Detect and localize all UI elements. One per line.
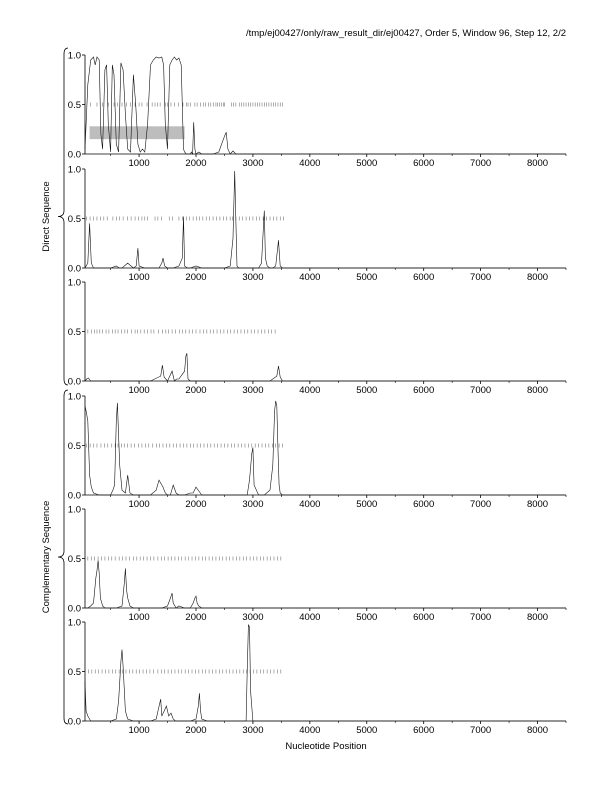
x-tick-label: 6000 bbox=[413, 385, 435, 396]
x-tick-label: 7000 bbox=[470, 158, 492, 169]
x-tick-label: 8000 bbox=[526, 612, 549, 623]
x-tick-label: 6000 bbox=[413, 612, 435, 623]
x-tick-label: 4000 bbox=[299, 612, 321, 623]
x-tick-label: 8000 bbox=[526, 499, 549, 510]
panel-4 bbox=[68, 392, 566, 511]
x-tick-label: 3000 bbox=[242, 499, 264, 510]
x-tick-label: 2000 bbox=[185, 725, 207, 736]
series-line bbox=[85, 171, 566, 268]
x-tick-label: 3000 bbox=[242, 612, 264, 623]
y-tick-label: 0.5 bbox=[67, 554, 81, 565]
y-tick-label: 1.0 bbox=[67, 277, 81, 289]
y-tick-label: 0.5 bbox=[67, 667, 81, 678]
x-tick-label: 2000 bbox=[185, 499, 207, 510]
x-tick-label: 5000 bbox=[356, 499, 378, 510]
group-bracket bbox=[58, 390, 68, 724]
x-tick-label: 1000 bbox=[128, 385, 150, 396]
y-tick-label: 0.0 bbox=[67, 603, 81, 615]
y-tick-label: 0.0 bbox=[67, 716, 81, 728]
x-tick-label: 3000 bbox=[242, 272, 264, 283]
y-tick-label: 0.0 bbox=[67, 263, 81, 275]
group-label: Complementary Sequence bbox=[41, 500, 52, 614]
x-tick-label: 7000 bbox=[470, 499, 492, 510]
x-tick-label: 5000 bbox=[356, 612, 378, 623]
x-tick-label: 1000 bbox=[128, 499, 150, 510]
series-line bbox=[85, 625, 566, 721]
x-tick-label: 8000 bbox=[526, 385, 549, 396]
series-line bbox=[85, 353, 566, 381]
y-tick-label: 0.0 bbox=[67, 149, 81, 161]
y-tick-label: 0.0 bbox=[67, 376, 81, 388]
y-tick-label: 1.0 bbox=[67, 504, 81, 516]
panel-1 bbox=[68, 51, 566, 170]
panel-3 bbox=[68, 278, 566, 397]
x-tick-label: 1000 bbox=[128, 272, 150, 283]
x-tick-label: 2000 bbox=[185, 272, 207, 283]
x-tick-label: 7000 bbox=[470, 725, 492, 736]
series-line bbox=[85, 401, 566, 495]
x-tick-label: 3000 bbox=[242, 385, 264, 396]
x-tick-label: 2000 bbox=[185, 158, 207, 169]
x-tick-label: 8000 bbox=[526, 272, 549, 283]
series-line bbox=[85, 561, 566, 609]
x-tick-label: 6000 bbox=[413, 272, 435, 283]
group-label: Direct Sequence bbox=[41, 181, 52, 252]
x-tick-label: 1000 bbox=[128, 612, 150, 623]
page-title: /tmp/ej00427/only/raw_result_dir/ej00427, Order 5, Window 96, Step 12, 2/2 bbox=[245, 28, 566, 39]
x-tick-label: 5000 bbox=[356, 158, 378, 169]
x-tick-label: 4000 bbox=[299, 725, 321, 736]
x-tick-label: 1000 bbox=[128, 725, 150, 736]
group-brackets bbox=[41, 48, 68, 724]
x-tick-label: 4000 bbox=[299, 385, 321, 396]
x-tick-label: 1000 bbox=[128, 158, 150, 169]
panel-6 bbox=[68, 618, 566, 737]
y-tick-label: 0.5 bbox=[67, 327, 81, 338]
x-tick-label: 4000 bbox=[299, 499, 321, 510]
y-tick-label: 0.0 bbox=[67, 490, 81, 502]
x-tick-label: 2000 bbox=[185, 385, 207, 396]
x-tick-label: 4000 bbox=[299, 158, 321, 169]
y-tick-label: 0.5 bbox=[67, 214, 81, 225]
panel-5 bbox=[68, 505, 566, 624]
x-tick-label: 5000 bbox=[356, 725, 378, 736]
x-tick-label: 7000 bbox=[470, 385, 492, 396]
x-tick-label: 2000 bbox=[185, 612, 207, 623]
x-tick-label: 4000 bbox=[299, 272, 321, 283]
x-tick-label: 5000 bbox=[356, 385, 378, 396]
y-tick-label: 0.5 bbox=[67, 100, 81, 111]
x-tick-label: 3000 bbox=[242, 725, 264, 736]
x-tick-label: 8000 bbox=[526, 725, 549, 736]
x-axis-label: Nucleotide Position bbox=[285, 741, 367, 752]
y-tick-label: 1.0 bbox=[67, 617, 81, 629]
x-tick-label: 7000 bbox=[470, 272, 492, 283]
y-tick-label: 0.5 bbox=[67, 441, 81, 452]
panels bbox=[68, 51, 566, 737]
x-tick-label: 6000 bbox=[413, 499, 435, 510]
x-tick-label: 8000 bbox=[526, 158, 549, 169]
y-tick-label: 1.0 bbox=[67, 391, 81, 403]
panel-2 bbox=[68, 165, 566, 284]
x-tick-label: 7000 bbox=[470, 612, 492, 623]
x-tick-label: 5000 bbox=[356, 272, 378, 283]
x-tick-label: 3000 bbox=[242, 158, 264, 169]
x-tick-label: 6000 bbox=[413, 158, 435, 169]
group-bracket bbox=[58, 48, 68, 385]
y-tick-label: 1.0 bbox=[67, 50, 81, 62]
y-tick-label: 1.0 bbox=[67, 164, 81, 176]
x-tick-label: 6000 bbox=[413, 725, 435, 736]
